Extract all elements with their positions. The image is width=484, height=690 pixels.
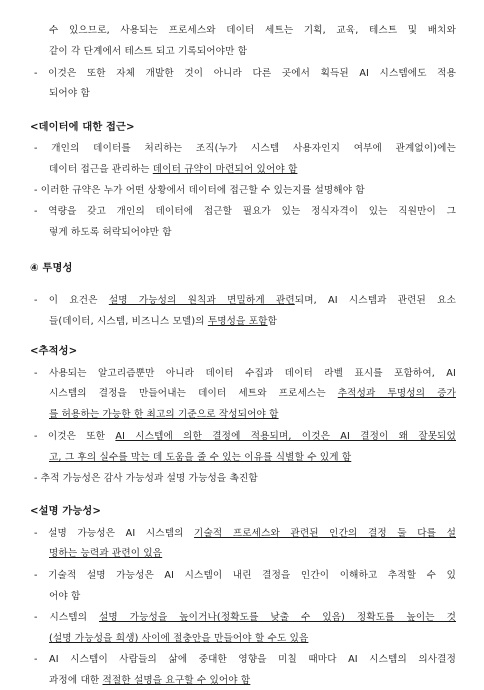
underlined-phrase: 적절한 설명을 요구할 수 있어야 함 <box>102 675 251 686</box>
bullet-item: - AI 시스템이 사람들의 삶에 중대한 영향을 미칠 때마다 AI 시스템의 의사결정 <box>34 654 456 665</box>
section-heading-explainability: <설명 가능성> <box>30 506 102 517</box>
underlined-phrase: AI 시스템에 의한 결정에 적용되며, 이것은 AI 결정이 왜 잘못되었 <box>115 431 456 442</box>
bullet-item-continuation: 과정에 대한 적절한 설명을 요구할 수 있어야 함 <box>49 675 251 686</box>
bullet-item: - 추적 가능성은 감사 가능성과 설명 가능성을 촉진함 <box>34 473 258 484</box>
bullet-item-continuation <box>49 632 308 645</box>
section-heading-traceability: <추적성> <box>30 346 78 357</box>
bullet-item-continuation: 어야 함 <box>49 591 81 602</box>
bullet-item: - 이 요건은 설명 가능성의 원칙과 면밀하게 관련되며, AI 시스템과 관련된 요소 <box>34 295 456 306</box>
paragraph-line: 같이 각 단계에서 테스트 되고 기록되어야만 함 <box>49 46 248 57</box>
bullet-item: - 설명 가능성은 AI 시스템의 기술적 프로세스와 관련된 인간의 결정 둘 다를 설 <box>34 528 456 539</box>
underlined-phrase: 추적성과 투명성의 증가 <box>337 388 456 399</box>
paragraph-line: 수 있으므로, 사용되는 프로세스와 데이터 세트는 기획, 교육, 테스트 및 배치와 <box>49 25 456 36</box>
bullet-item-continuation <box>49 451 351 464</box>
section-heading-data-access: <데이터에 대한 접근> <box>30 122 135 133</box>
bullet-item: - 이것은 또한 자체 개발한 것이 아니라 다른 곳에서 획득된 AI 시스템에도 적용 <box>34 68 456 79</box>
bullet-item-continuation <box>49 547 162 560</box>
bullet-item-continuation: 데이터 접근을 관리하는 데이터 규약이 마련되어 있어야 함 <box>49 164 298 175</box>
bullet-item: - 이러한 규약은 누가 어떤 상황에서 데이터에 접근할 수 있는지를 설명해야 함 <box>34 185 365 196</box>
underlined-phrase: 기술적 프로세스와 관련된 인간의 결정 둘 다를 설 <box>194 528 456 539</box>
bullet-item-continuation: 들(데이터, 시스템, 비즈니스 모델)의 투명성을 포함함 <box>49 316 277 327</box>
underlined-phrase: 고, 그 후의 실수를 막는 데 도움을 줄 수 있는 이유를 식별할 수 있게 함 <box>49 452 352 463</box>
bullet-item-continuation: 시스템의 결정을 만들어내는 데이터 세트와 프로세스는 추적성과 투명성의 증가 <box>49 388 456 399</box>
underlined-phrase: 설명 가능성을 높이거나(정확도를 낮출 수 있음) 정확도를 높이는 것 <box>99 612 456 623</box>
bullet-item: - 시스템의 설명 가능성을 높이거나(정확도를 낮출 수 있음) 정확도를 높이는 것 <box>34 612 456 623</box>
underlined-phrase: 를 허용하는 가능한 한 최고의 기준으로 작성되어야 함 <box>49 409 279 420</box>
section-heading-transparency: ④ 투명성 <box>30 263 73 274</box>
underlined-phrase: 설명 가능성의 원칙과 면밀하게 관련 <box>108 295 295 306</box>
bullet-item: - 이것은 또한 AI 시스템에 의한 결정에 적용되며, 이것은 AI 결정이 왜 잘못되었 <box>34 431 456 442</box>
underlined-phrase: (설명 가능성을 희생) 사이에 절충안을 만들어야 할 수도 있음 <box>49 633 309 644</box>
bullet-item: - 역량을 갖고 개인의 데이터에 접근할 필요가 있는 정식자격이 있는 직원만이 그 <box>34 206 456 217</box>
bullet-item: - 사용되는 알고리즘뿐만 아니라 데이터 수집과 데이터 라벨 표시를 포함하여, AI <box>34 368 456 379</box>
underlined-phrase: 투명성을 포함 <box>207 316 268 327</box>
bullet-item: - 기술적 설명 가능성은 AI 시스템이 내린 결정을 인간이 이해하고 추적할 수 있 <box>34 570 456 581</box>
underlined-phrase: 명하는 능력과 관련이 있음 <box>49 548 163 559</box>
bullet-item-continuation <box>49 408 279 421</box>
underlined-phrase: 데이터 규약이 마련되어 있어야 함 <box>152 164 298 175</box>
bullet-item: - 개인의 데이터를 처리하는 조직(누가 시스템 사용자인지 여부에 관계없이)에는 <box>34 143 456 154</box>
bullet-item-continuation: 렇게 하도록 허락되어야만 함 <box>49 227 172 238</box>
bullet-item-continuation: 되어야 함 <box>49 88 90 99</box>
